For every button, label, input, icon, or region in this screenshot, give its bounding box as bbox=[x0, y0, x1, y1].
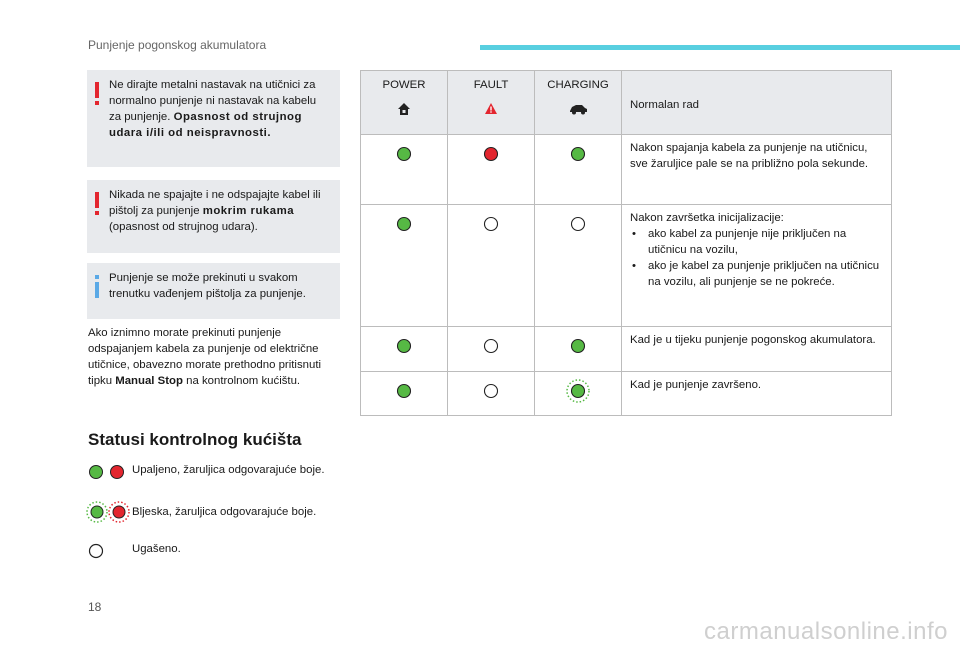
lamp-cell bbox=[448, 327, 535, 372]
page-number: 18 bbox=[88, 600, 102, 614]
bullet-item: • ako kabel za punjenje nije priključen na utičnicu na vozilu, bbox=[630, 226, 883, 258]
lamp-on-icon bbox=[86, 462, 130, 486]
lamp-blinking-icon bbox=[86, 500, 130, 524]
lamp-icon bbox=[565, 333, 591, 359]
lamp-red bbox=[485, 148, 498, 161]
header-power: POWER bbox=[361, 71, 448, 135]
lamp-green bbox=[398, 385, 411, 398]
lamp-off bbox=[572, 218, 585, 231]
header-desc: Normalan rad bbox=[622, 71, 892, 135]
table-row bbox=[361, 372, 892, 416]
lamp-icon bbox=[478, 211, 504, 237]
lamp-cell bbox=[448, 135, 535, 205]
lamp-green bbox=[398, 340, 411, 353]
lamp-cell bbox=[535, 205, 622, 327]
table-row bbox=[361, 327, 892, 372]
warning-triangle-icon bbox=[481, 99, 501, 119]
lamp-cell bbox=[361, 135, 448, 205]
legend-text: Upaljeno, žaruljica odgovarajuće boje. bbox=[132, 464, 325, 476]
lamp-green bbox=[572, 340, 585, 353]
info-text: Punjenje se može prekinuti u svakom trenutku vađenjem pištolja za punjenje. bbox=[109, 272, 306, 300]
section-title: Statusi kontrolnog kućišta bbox=[88, 430, 302, 449]
car-icon bbox=[567, 99, 589, 119]
lamp-icon bbox=[565, 211, 591, 237]
legend-text: Bljeska, žaruljica odgovarajuće boje. bbox=[132, 506, 317, 518]
lamp-cell bbox=[361, 327, 448, 372]
row-desc: Nakon završetka inicijalizacije: • ako kabel za punjenje nije priključen na utičnicu na vozilu, • ako je kabel za punjenje priključen na utičnicu na vozilu, ali punjenje se ne pokreće. bbox=[622, 205, 892, 327]
warning-box-metal-contact bbox=[87, 70, 340, 167]
lamp-icon bbox=[391, 333, 417, 359]
info-icon bbox=[93, 275, 101, 299]
legend-text: Ugašeno. bbox=[132, 543, 181, 555]
lamp-icon bbox=[565, 141, 591, 167]
lamp-cell bbox=[448, 372, 535, 416]
warning-text: Ne dirajte metalni nastavak na utičnici za normalno punjenje ni nastavak na kabelu za punjenje. Opasnost od strujnog udara i/ili od neispravnosti. bbox=[109, 79, 317, 139]
lamp-cell bbox=[448, 205, 535, 327]
lamp-icon bbox=[391, 141, 417, 167]
table-row bbox=[361, 205, 892, 327]
warning-text: Nikada ne spajajte i ne odspajajte kabel ili pištolj za punjenje mokrim rukama (opasnost od strujnog udara). bbox=[109, 189, 321, 233]
lamp-cell bbox=[535, 135, 622, 205]
warning-box-wet-hands bbox=[87, 180, 340, 253]
table-header-row bbox=[361, 71, 892, 135]
status-table bbox=[360, 70, 892, 416]
row-desc: Kad je punjenje završeno. bbox=[622, 372, 892, 416]
lamp-green bbox=[572, 148, 585, 161]
header-charging: CHARGING bbox=[535, 71, 622, 135]
table-row bbox=[361, 135, 892, 205]
lamp-green bbox=[398, 148, 411, 161]
lamp-off bbox=[485, 385, 498, 398]
header-accent-bar bbox=[480, 45, 960, 50]
lamp-off bbox=[485, 340, 498, 353]
lamp-cell bbox=[361, 372, 448, 416]
running-header: Punjenje pogonskog akumulatora bbox=[88, 38, 267, 52]
lamp-off-icon bbox=[86, 541, 110, 565]
lamp-icon bbox=[478, 378, 504, 404]
house-icon bbox=[394, 99, 414, 119]
lamp-icon bbox=[478, 333, 504, 359]
info-box-interrupt bbox=[87, 263, 340, 319]
exclamation-icon bbox=[93, 82, 101, 106]
header-fault: FAULT bbox=[448, 71, 535, 135]
lamp-cell bbox=[535, 327, 622, 372]
lamp-blink-green bbox=[572, 385, 585, 398]
row-desc: Kad je u tijeku punjenje pogonskog akumulatora. bbox=[622, 327, 892, 372]
exclamation-icon bbox=[93, 192, 101, 216]
manual-stop-paragraph: Ako iznimno morate prekinuti punjenje odspajanjem kabela za punjenje od električne utičnice, obavezno morate prethodno pritisnuti tipku Manual Stop na kontrolnom kućištu. bbox=[88, 327, 322, 387]
lamp-icon bbox=[391, 378, 417, 404]
lamp-cell bbox=[361, 205, 448, 327]
lamp-icon bbox=[391, 211, 417, 237]
watermark: carmanualsonline.info bbox=[704, 618, 948, 645]
bullet-item: • ako je kabel za punjenje priključen na utičnicu na vozilu, ali punjenje se ne pokreće. bbox=[630, 258, 883, 290]
lamp-off bbox=[485, 218, 498, 231]
lamp-cell bbox=[535, 372, 622, 416]
lamp-green bbox=[398, 218, 411, 231]
lamp-icon bbox=[478, 141, 504, 167]
row-desc: Nakon spajanja kabela za punjenje na utičnicu, sve žaruljice pale se na približno pola sekunde. bbox=[622, 135, 892, 205]
lamp-icon bbox=[565, 378, 591, 404]
